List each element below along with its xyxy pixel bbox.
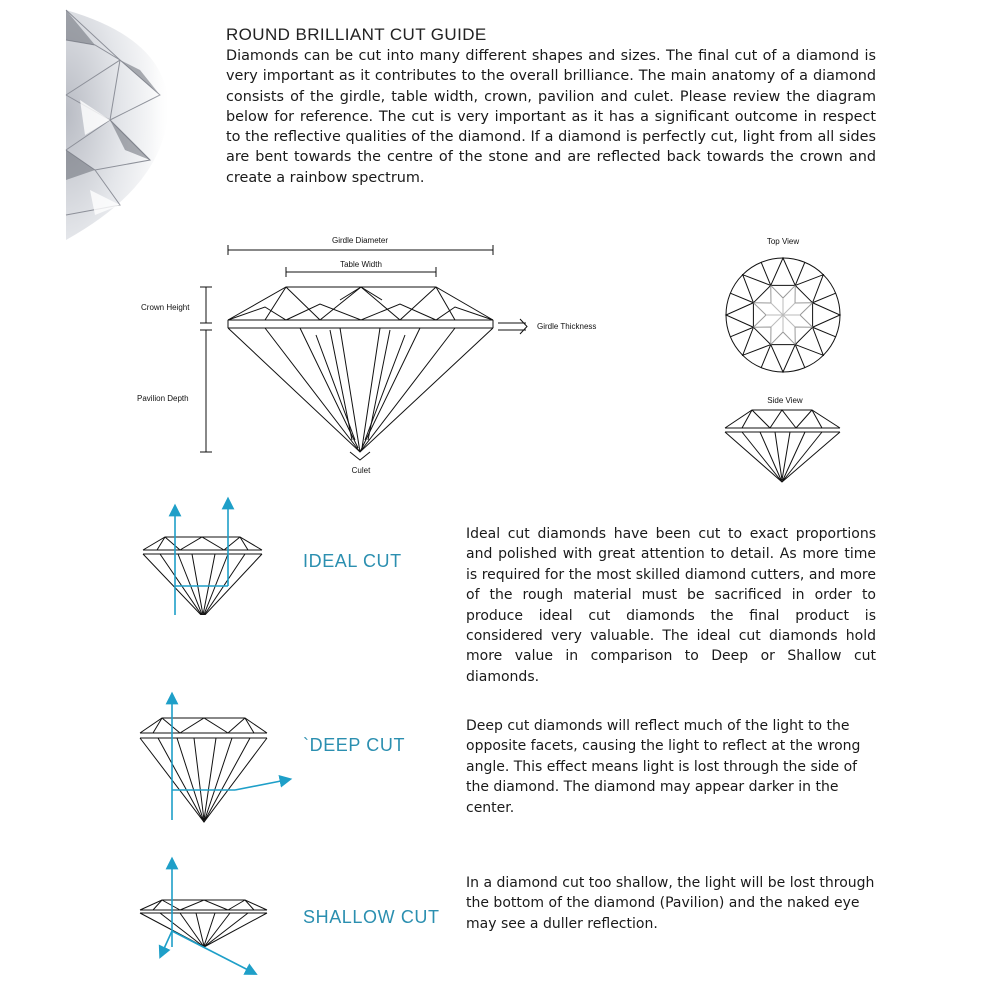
anatomy-diagram	[0, 225, 1000, 485]
diamond-side-view-small	[725, 410, 840, 482]
intro-section	[226, 24, 876, 188]
girdle-thickness-label: Girdle Thickness	[537, 322, 597, 331]
girdle-diameter-label: Girdle Diameter	[331, 236, 389, 245]
side-view-label: Side View	[767, 396, 803, 405]
shallow-cut-description: In a diamond cut too shallow, the light will be lost through the bottom of the diamond (Pavilion) and the naked eye may see a duller reflection.	[466, 875, 875, 932]
shallow-cut-diagram	[120, 855, 300, 980]
crown-height-label: Crown Height	[141, 303, 190, 312]
diamond-top-view-diagram	[726, 258, 840, 372]
page-title: ROUND BRILLIANT CUT GUIDE	[226, 25, 487, 44]
diamond-side-diagram	[228, 287, 493, 452]
culet-label: Culet	[351, 466, 371, 475]
pavilion-depth-label: Pavilion Depth	[137, 394, 189, 403]
ideal-cut-description: Ideal cut diamonds have been cut to exact proportions and polished with great attention to detail. As more time is required for the most skilled diamond cutters, and more of the rough material must be sacrificed in order to produce ideal cut diamonds the final product is considered very valuable. The ideal cut diamonds hold more value in comparison to Deep or Shallow cut diamonds.	[466, 526, 876, 685]
ideal-cut-diagram	[120, 495, 300, 615]
table-width-label: Table Width	[340, 260, 382, 269]
deep-cut-title: `DEEP CUT	[303, 735, 406, 755]
intro-paragraph: Diamonds can be cut into many different shapes and sizes. The final cut of a diamond is very important as it contributes to the overall brilliance. The main anatomy of a diamond consists of the girdle, table width, crown, pavilion and culet. Please review the diagram below for reference. The cut is very important as it has a significant outcome in respect to the reflective qualities of the diamond. If a diamond is perfectly cut, light from all sides are bent towards the centre of the stone and are reflected back towards the crown and create a rainbow spectrum.	[226, 48, 876, 186]
ideal-cut-title: IDEAL CUT	[303, 551, 402, 571]
top-view-label: Top View	[766, 237, 800, 246]
deep-cut-diagram	[120, 690, 300, 825]
shallow-cut-title: SHALLOW CUT	[303, 907, 440, 927]
dimension-lines	[200, 245, 527, 460]
deep-cut-description: Deep cut diamonds will reflect much of the light to the opposite facets, causing the light to reflect at the wrong angle. This effect means light is lost through the side of the diamond. The diamond may appear darker in the center.	[466, 718, 861, 816]
diamond-photo-image	[0, 0, 200, 250]
